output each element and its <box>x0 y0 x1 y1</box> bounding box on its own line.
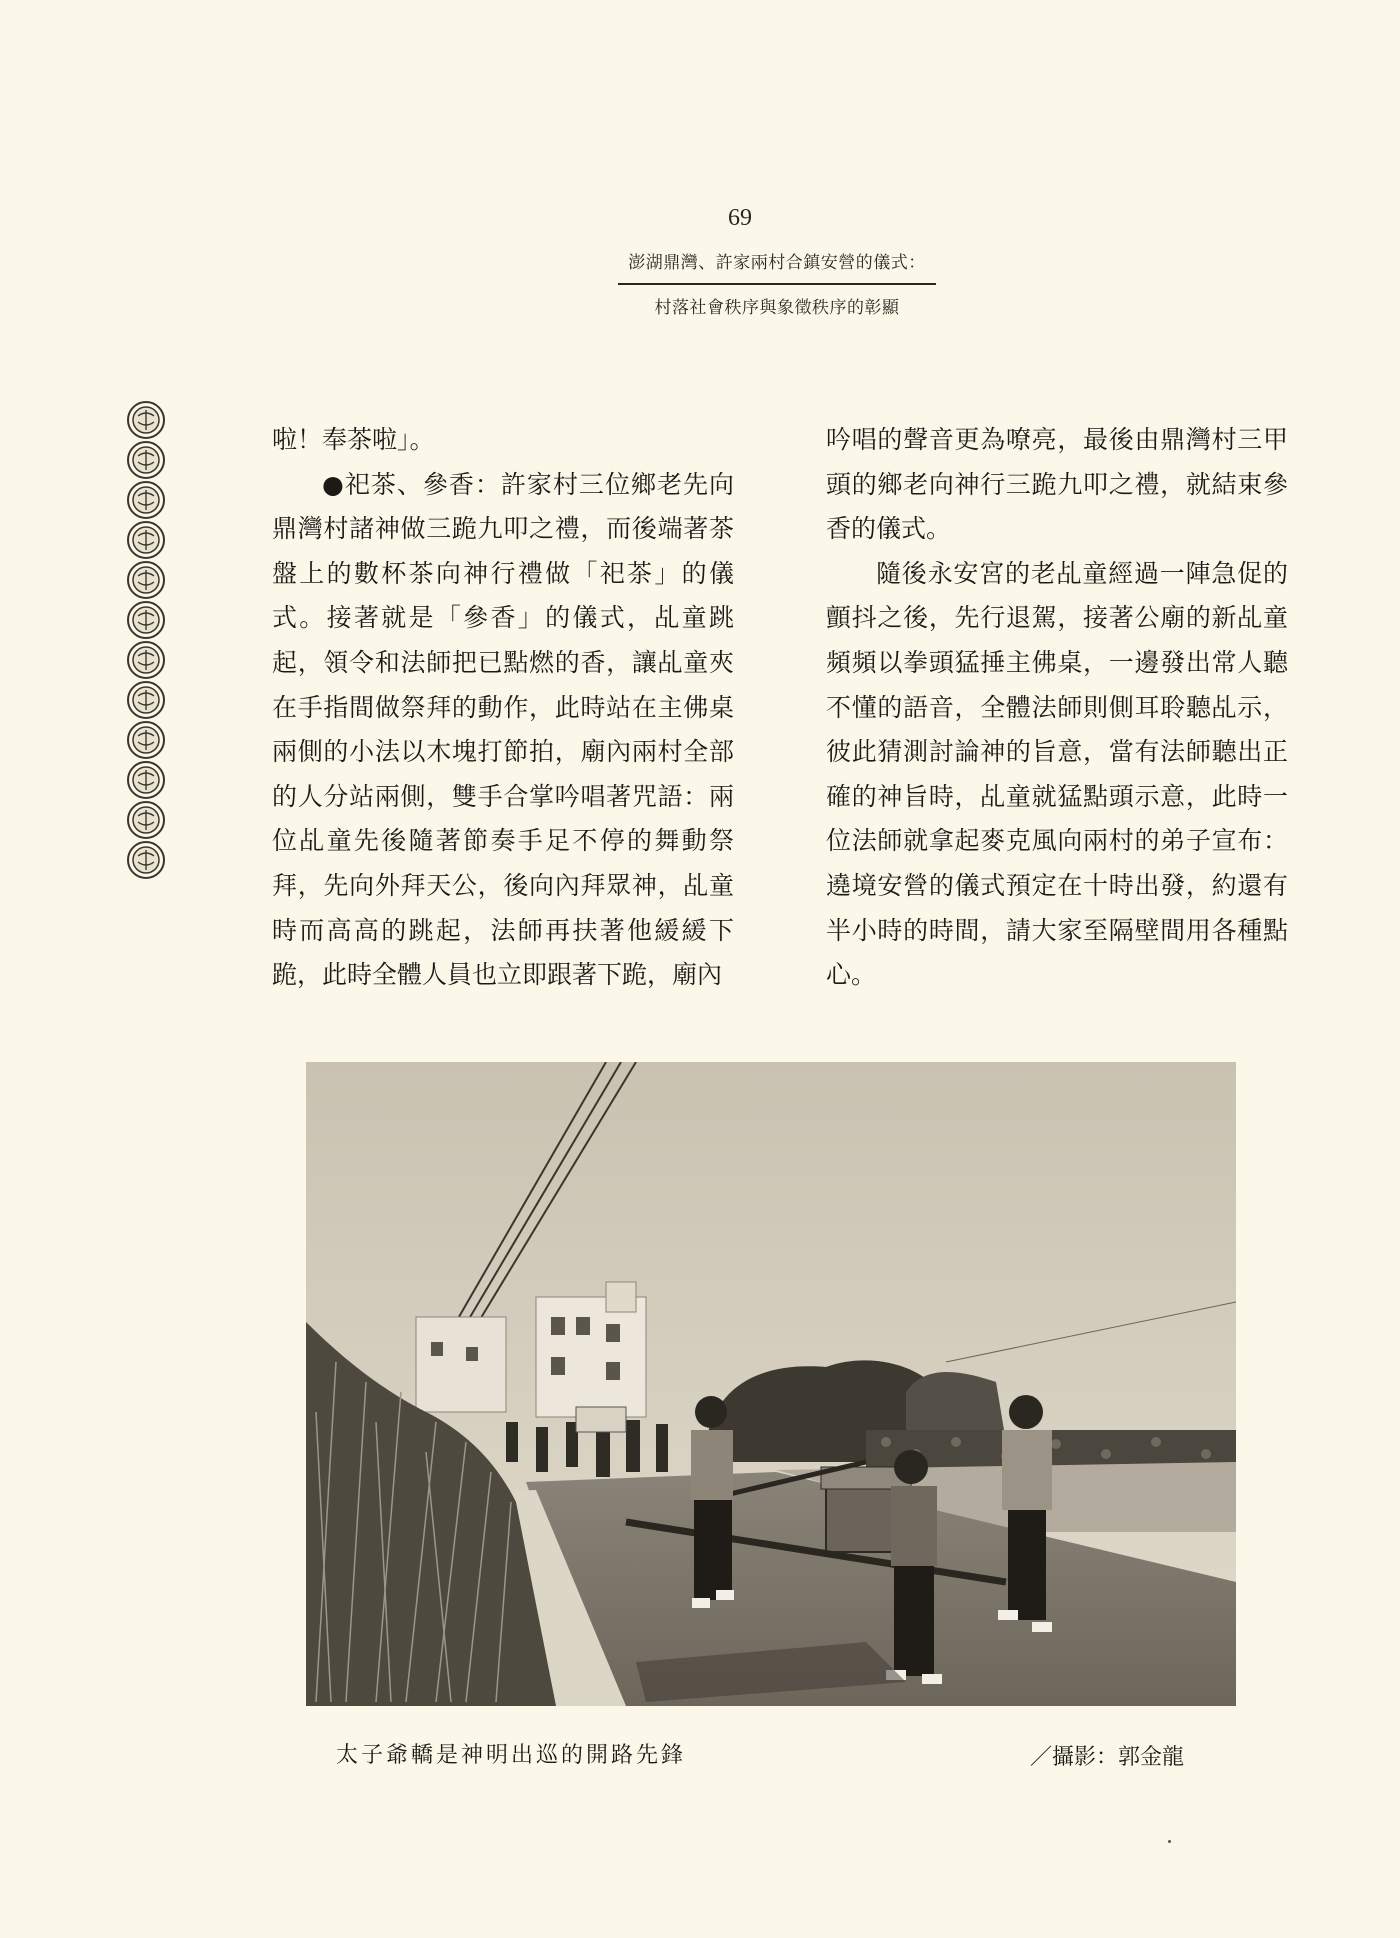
seal-ornament-icon <box>126 440 166 480</box>
ornamental-seal-column <box>126 400 168 880</box>
left-text-column <box>272 418 734 998</box>
paragraph: 吟唱的聲音更為嘹亮，最後由鼎灣村三甲頭的鄉老向神行三跪九叩之禮，就結束參香的儀式。 <box>826 425 1288 544</box>
right-text-column <box>826 418 1288 998</box>
seal-ornament-icon <box>126 600 166 640</box>
seal-ornament-icon <box>126 400 166 440</box>
seal-ornament-icon <box>126 560 166 600</box>
running-head <box>618 248 936 318</box>
paragraph: ●祀茶、參香：許家村三位鄉老先向鼎灣村諸神做三跪九叩之禮，而後端著茶盤上的數杯茶向神行禮做「祀茶」的儀式。接著就是「參香」的儀式，乩童跳起，領令和法師把已點燃的香，讓乩童夾在手指間做祭拜的動作，此時站在主佛桌兩側的小法以木塊打節拍，廟內兩村全部的人分站兩側，雙手合掌吟唱著咒語：兩位乩童先後隨著節奏手足不停的舞動祭拜，先向外拜天公，後向內拜眾神，乩童時而高高的跳起，法師再扶著他緩緩下跪，此時全體人員也立即跟著下跪，廟內 <box>272 469 734 990</box>
photo-caption: 太子爺轎是神明出巡的開路先鋒 <box>336 1743 687 1768</box>
seal-ornament-icon <box>126 640 166 680</box>
photo-credit: ／攝影：郭金龍 <box>1030 1745 1185 1770</box>
paragraph: 啦！奉茶啦」。 <box>272 425 435 454</box>
seal-ornament-icon <box>126 520 166 560</box>
seal-ornament-icon <box>126 760 166 800</box>
page-number: 69 <box>728 205 752 231</box>
seal-ornament-icon <box>126 480 166 520</box>
running-head-rule <box>618 283 936 285</box>
procession-photograph <box>306 1062 1236 1706</box>
scan-speck <box>1168 1840 1171 1843</box>
running-head-title-line1: 澎湖鼎灣、許家兩村合鎮安營的儀式： <box>628 253 926 273</box>
paragraph: 隨後永安宮的老乩童經過一陣急促的顫抖之後，先行退駕，接著公廟的新乩童頻頻以拳頭猛捶主佛桌，一邊發出常人聽不懂的語音，全體法師則側耳聆聽乩示，彼此猜測討論神的旨意，當有法師聽出正確的神旨時，乩童就猛點頭示意，此時一位法師就拿起麥克風向兩村的弟子宣布：遶境安營的儀式預定在十時出發，約還有半小時的時間，請大家至隔壁間用各種點心。 <box>826 558 1288 990</box>
procession-photo-illustration <box>306 1062 1236 1706</box>
running-head-title-line2: 村落社會秩序與象徵秩序的彰顯 <box>654 298 900 318</box>
seal-ornament-icon <box>126 840 166 880</box>
seal-ornament-icon <box>126 680 166 720</box>
seal-ornament-icon <box>126 720 166 760</box>
seal-ornament-icon <box>126 800 166 840</box>
